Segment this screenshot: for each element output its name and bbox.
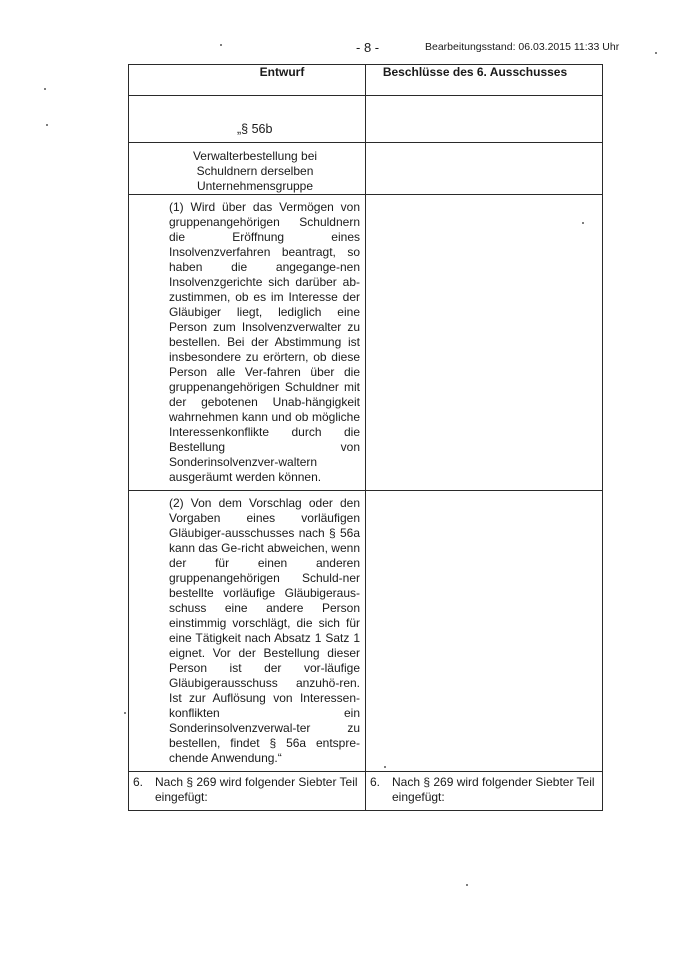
scan-speck xyxy=(124,712,126,714)
list-item xyxy=(366,772,602,808)
scan-speck xyxy=(655,52,657,54)
list-item xyxy=(129,772,365,808)
absatz-1-text: (1) Wird über das Vermögen von gruppenangehörigen Schuldnern die Eröffnung eines Insolvenzverfahren beantragt, so haben die angegange-nen Insolvenzgerichte sich darüber ab-zustimmen, ob es im Interesse der Gläubiger liegt, lediglich eine Person zum Insolvenzverwalter zu bestellen. Bei der Abstimmung ist insbesondere zu erörtern, ob diese Person alle Ver-fahren über die gruppenangehörigen Schuldner mit der gebotenen Unab-hängigkeit wahrnehmen kann und ob mögliche Interessenkonflikte durch die Bestellung von Sonderinsolvenzver-waltern ausgeräumt werden können. xyxy=(169,200,360,484)
table-row xyxy=(129,96,603,143)
scan-speck xyxy=(466,884,468,886)
table-row xyxy=(129,195,603,491)
table-row xyxy=(129,143,603,195)
absatz-2-text: (2) Von dem Vorschlag oder den Vorgaben eines vorläufigen Gläubiger-ausschusses nach § 56a kann das Ge-richt abweichen, wenn der für einen anderen gruppenangehörigen Schuld-ner bestellte vorläufige Gläubigeraus-schuss eine andere Person einstimmig vorschlägt, die sich für eine Tätigkeit nach Absatz 1 Satz 1 eignet. Vor der Bestellung dieser Person ist der vor-läufige Gläubigerausschuss anzuhö-ren. Ist zur Auflösung von Interessen-konflikten ein Sonderinsolvenzverwal-ter zu bestellen, findet § 56a entspre-chende Anwendung.“ xyxy=(169,496,360,765)
item-number: 6. xyxy=(370,775,381,789)
item-number: 6. xyxy=(133,775,144,789)
scan-speck xyxy=(220,44,222,46)
scan-speck xyxy=(384,766,386,768)
comparison-table xyxy=(128,64,603,811)
section-title: Verwalterbestellung bei Schuldnern derselben Unternehmensgruppe xyxy=(192,149,318,193)
scan-speck xyxy=(44,88,46,90)
item-text: Nach § 269 wird folgender Siebter Teil eingefügt: xyxy=(155,775,358,804)
table-header-row xyxy=(129,65,603,96)
page-header xyxy=(0,40,700,58)
table-row xyxy=(129,772,603,811)
item-text: Nach § 269 wird folgender Siebter Teil eingefügt: xyxy=(392,775,595,804)
column-header-draft: Entwurf xyxy=(129,65,366,96)
column-header-committee: Beschlüsse des 6. Ausschusses xyxy=(366,65,603,96)
page-number: - 8 - xyxy=(356,40,380,55)
table-row xyxy=(129,491,603,772)
scan-speck xyxy=(46,124,48,126)
scan-speck xyxy=(582,222,584,224)
paragraph-heading: „§ 56b xyxy=(237,122,273,136)
edit-status: Bearbeitungsstand: 06.03.2015 11:33 Uhr xyxy=(425,41,620,53)
